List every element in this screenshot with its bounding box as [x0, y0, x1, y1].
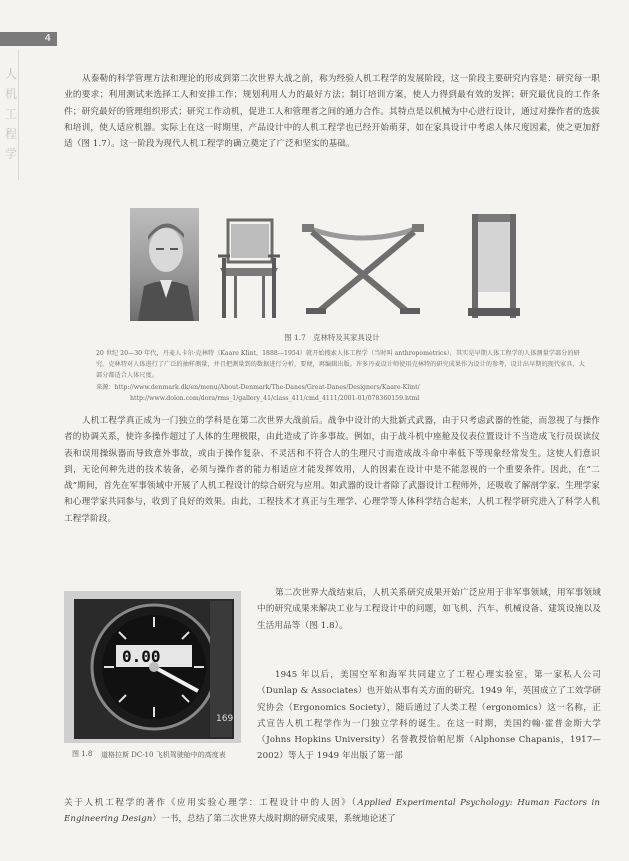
klint-portrait-photo	[130, 208, 199, 321]
side-rule	[18, 50, 19, 180]
altimeter-readout: 0.00	[122, 647, 161, 666]
figure-1-caption	[96, 348, 588, 404]
folding-stool-image	[300, 222, 426, 318]
paragraph-5-end: ）一书，总结了第二次世界大战时期的研究成果，系统地论述了	[152, 814, 396, 825]
paragraph-4: 1945 年以后，美国空军和海军共同建立了工程心理实验室，第一家私人公司（Dunlap & Associates）也开始从事有关方面的研究。1949 年，英国成立了工效学研究协会（Ergonomics Society），随后通过了人类工程（ergonomics）这一名称，正式宣告人机工程学作为一门独立学科的诞生。在这一时期，美国约翰·霍普金斯大学（Johns Hopkins University）名誉教授恰帕尼斯（Alphonse Chapanis，1917—2002）等人于 1949 年出版了第一部	[257, 670, 601, 762]
figure-2-label: 图 1.8	[72, 750, 93, 758]
altimeter-photo	[64, 591, 241, 743]
paragraph-1: 从泰勒的科学管理方法和理论的形成到第二次世界大战之前，称为经验人机工程学的发展阶段，这一阶段主要研究内容是：研究每一职业的要求；利用测试来选择工人和安排工作；规划利用人力的最好方法；制订培训方案，使人力得到最有效的发挥；研究最优良的工作条件；研究最好的管理组织形式；研究工作动机，促进工人和管理者之间的通力合作。其特点是以机械为中心进行设计，通过对操作者的选拔和培训，使人适应机器。实际上在这一时期里，产品设计中的人机工程学也已经开始萌芽，如在家具设计中考虑人体尺度因素，使之更加舒适（图 1.7）。这一阶段为现代人机工程学的确立奠定了广泛和坚实的基础。	[64, 74, 600, 150]
gauge-footer: 169	[216, 714, 234, 724]
page-number: 4	[0, 32, 57, 46]
paragraph-5-start: 关于人机工程学的著作《应用实验心理学：工程设计中的人因》（	[64, 798, 358, 808]
deck-chair-image	[466, 212, 522, 322]
figure-1-source-2[interactable]: http://www.dolon.com/dora/rms_1/gallery_41/class_411/cmd_4111/2001-01/078360159.html	[130, 394, 420, 402]
armchair-image	[216, 218, 282, 320]
figure-1-title: 图 1.7 克林特及其家具设计	[284, 333, 380, 342]
figure-2-caption: 道格拉斯 DC-10 飞机驾驶舱中的高度表	[101, 751, 226, 759]
side-chapter-title: 人机工程学	[4, 67, 17, 161]
paragraph-2: 人机工程学真正成为一门独立的学科是在第二次世界大战前后。战争中设计的大批新式武器，由于只考虑武器的性能，而忽视了与操作者的协调关系，使许多操作超过了人体的生理极限，由此造成了许多事故。例如，由于战斗机中座舱及仪表位置设计不当造成飞行员误读仪表和误用操纵器而导致意外事故，或由于操作复杂、不灵活和不符合人的生理尺寸而造成战斗命中率低下等现象经常发生。这使人们意识到，无论何种先进的技术装备，必须与操作者的能力相适应才能发挥效用，人的因素在设计中是不能忽视的一个重要条件。因此，在“二战”期间，首先在军事领域中开展了人机工程设计的综合研究与应用。如武器的设计者除了武器设计工程师外，还吸收了解剖学家、生理学家和心理学家共同参与，收到了良好的效果。由此，工程技术才真正与生理学、心理学等人体科学结合起来，人机工程学研究进入了科学人机工程学阶段。	[64, 416, 600, 524]
figure-1-source-1[interactable]: 来源：http://www.denmark.dk/en/menu/About-Denmark/The-Danes/Great-Danes/Designers/Kaare-Klint/	[96, 383, 420, 391]
paragraph-3: 第二次世界大战结束后，人机关系研究成果开始广泛应用于非军事领域，用军事领域中的研究成果来解决工业与工程设计中的问题，如飞机、汽车、机械设备、建筑设施以及生活用品等（图 1.8）。	[257, 588, 601, 631]
paragraph-5	[64, 795, 600, 828]
figure-1-caption-body: 20 世纪 20—30 年代，丹麦人卡尔·克林特（Kaare Klint，1888—1954）就开始搜索人体工程学（当时叫 anthropometrics），其实是早期人体工程学的人体测量学部分的研究。克林特对人体进行了广泛的抽样测量，并且把测量到的数据进行分析，要便，再编辑出版。许多丹麦设计师使用克林特的研究成果作为设计的参考，设计出早期的现代家具，大部分都适合人体尺度。	[96, 350, 585, 380]
book-title-english: Applied Experimental Psychology: Human Factors in Engineering Design	[64, 798, 600, 825]
